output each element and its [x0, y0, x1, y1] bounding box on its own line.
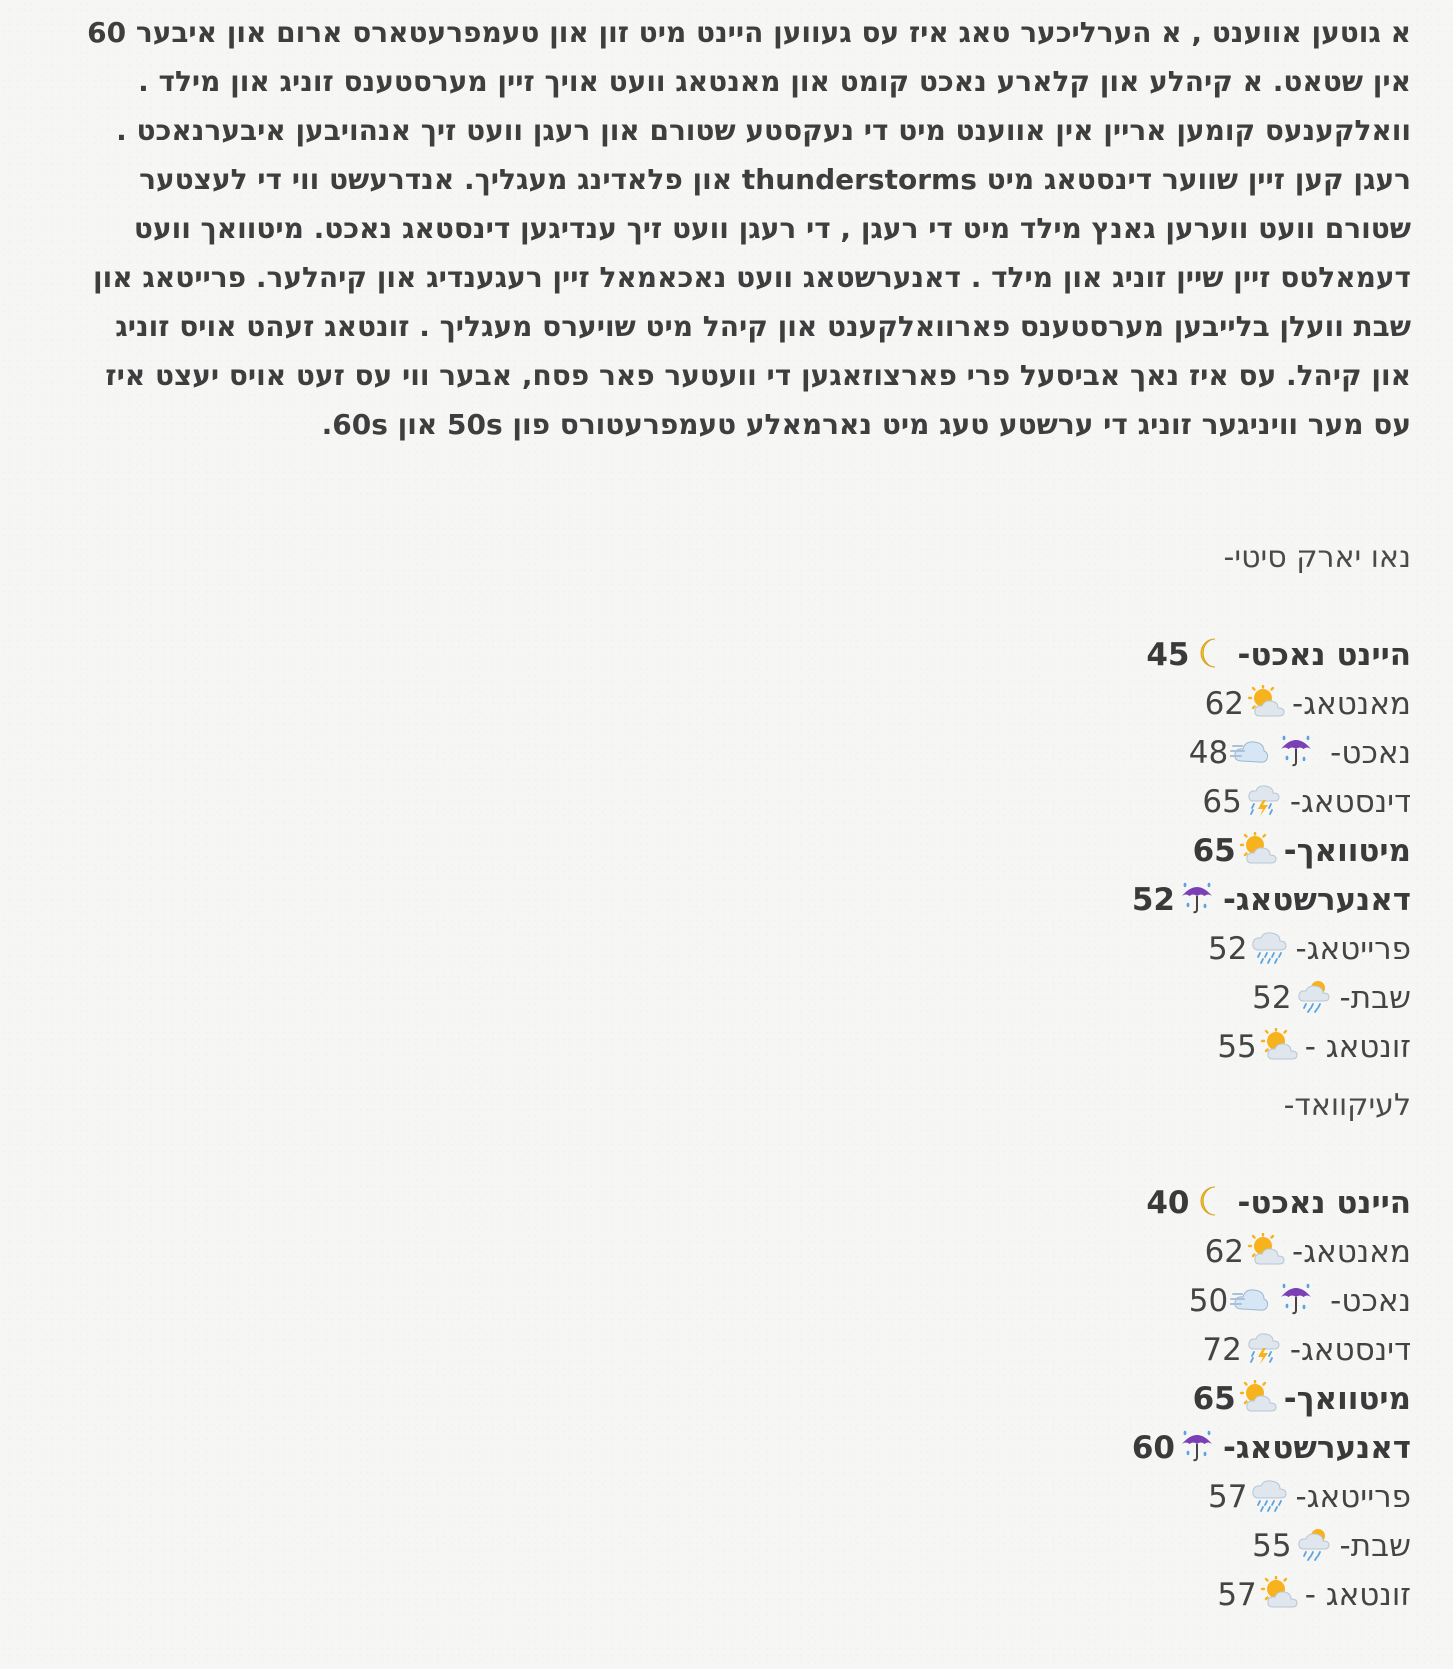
- rain-cloud-icon: [1249, 1478, 1289, 1512]
- sun-behind-cloud-icon: [1238, 832, 1278, 866]
- forecast-row: [711, 1179, 1411, 1228]
- day-label: דאנערשטאג-: [1223, 882, 1411, 918]
- intro-paragraph: א גוטען אווענט , א הערליכער טאג איז עס געווען היינט מיט זון און טעמפרעטארס ארום און איבער 60 אין שטאט. א קיהלע און קלארע נאכט קומט און מאנטאג וועט אויך זיין מערסטענס זוניג און מילד . וואלקענעס קומען אריין אין אווענט מיט די נעקסטע שטורם און רעגן וועט זיך אנהויבען איבערנאכט . רעגן קען זיין שווער דינסטאג מיט thunderstorms און פלאדינג מעגליך. אנדרעשט ווי די לעצטער שטורם וועט ווערען גאנץ מילד מיט די רעגן , די רעגן וועט זיך ענדיגען דינסטאג נאכט. מיטוואך וועט דעמאלטס זיין שיין זוניג און מילד . דאנערשטאג וועט נאכאמאל זיין רעגענדיג און קיהלער. פרייטאג און שבת וועלן בלייבען מערסטענס פארוואלקענט און קיהל מיט שויערס מעגליך . זונטאג זעהט אויס זוניג און קיהל. עס איז נאך אביסעל פרי פארצוזאגען די וועטער פאר פסח, אבער ווי עס זעט אויס יעצט איז עס מער וויניגער זוניג די ערשטע טעג מיט נארמאלע טעמפרעטורס פון 50s און 60s.: [87, 16, 1411, 441]
- sun-rain-cloud-icon: [1294, 1527, 1334, 1561]
- umbrella-rain-icon: [1276, 1282, 1316, 1316]
- forecast-row: [711, 876, 1411, 925]
- crescent-moon-icon: [1191, 1184, 1231, 1218]
- temperature-value: 57: [1217, 1577, 1257, 1613]
- day-label: מאנטאג-: [1292, 1234, 1411, 1270]
- forecast-row: [711, 1326, 1411, 1375]
- day-label: שבת-: [1339, 980, 1411, 1016]
- day-label: דינסטאג-: [1289, 1332, 1411, 1368]
- wind-icon: [1230, 734, 1270, 768]
- day-label: מאנטאג-: [1292, 686, 1411, 722]
- sun-behind-cloud-icon: [1259, 1028, 1299, 1062]
- temperature-value: 40: [1146, 1185, 1190, 1221]
- crescent-moon-icon: [1191, 636, 1231, 670]
- forecast-row: [711, 925, 1411, 974]
- city-heading: נאו יארק סיטי-: [1223, 540, 1411, 575]
- temperature-value: 52: [1252, 980, 1292, 1016]
- day-label: מיטוואך-: [1283, 1381, 1411, 1417]
- day-label: דאנערשטאג-: [1223, 1430, 1411, 1466]
- forecast-row: [711, 974, 1411, 1023]
- sun-behind-cloud-icon: [1259, 1576, 1299, 1610]
- rain-cloud-icon: [1249, 930, 1289, 964]
- sun-behind-cloud-icon: [1246, 1233, 1286, 1267]
- forecast-row: [711, 1473, 1411, 1522]
- forecast-row: [711, 631, 1411, 680]
- day-label: שבת-: [1339, 1528, 1411, 1564]
- forecast-row: [711, 1228, 1411, 1277]
- temperature-value: 50: [1188, 1283, 1229, 1319]
- day-label: זונטאג -: [1304, 1577, 1411, 1613]
- day-label: זונטאג -: [1304, 1029, 1411, 1065]
- sun-behind-cloud-icon: [1246, 685, 1286, 719]
- day-label: מיטוואך-: [1283, 833, 1411, 869]
- forecast-row: [711, 1522, 1411, 1571]
- city-heading: לעיקוואד-: [1283, 1088, 1411, 1123]
- temperature-value: 65: [1202, 784, 1242, 820]
- temperature-value: 48: [1188, 735, 1229, 771]
- section-new-york-city: [711, 535, 1411, 1072]
- temperature-value: 65: [1192, 833, 1236, 869]
- forecast-row: [711, 729, 1411, 778]
- temperature-value: 62: [1204, 1234, 1245, 1270]
- forecast-list: [711, 631, 1411, 1072]
- temperature-value: 52: [1208, 931, 1248, 967]
- sun-rain-cloud-icon: [1294, 979, 1334, 1013]
- day-label: נאכט-: [1330, 735, 1411, 771]
- day-label: דינסטאג-: [1289, 784, 1411, 820]
- forecast-list: [711, 1179, 1411, 1620]
- forecast-row: [711, 1424, 1411, 1473]
- day-label: נאכט-: [1330, 1283, 1411, 1319]
- thunder-rain-icon: [1244, 783, 1284, 817]
- temperature-value: 72: [1202, 1332, 1242, 1368]
- temperature-value: 55: [1252, 1528, 1292, 1564]
- wind-icon: [1230, 1282, 1270, 1316]
- sun-behind-cloud-icon: [1238, 1380, 1278, 1414]
- section-lakewood: [711, 1083, 1411, 1620]
- day-label: פרייטאג-: [1295, 931, 1411, 967]
- day-label: פרייטאג-: [1295, 1479, 1411, 1515]
- day-label: היינט נאכט-: [1237, 1185, 1411, 1221]
- forecast-row: [711, 1023, 1411, 1072]
- temperature-value: 65: [1192, 1381, 1236, 1417]
- umbrella-rain-icon: [1177, 1429, 1217, 1463]
- temperature-value: 55: [1217, 1029, 1257, 1065]
- umbrella-rain-icon: [1177, 881, 1217, 915]
- temperature-value: 62: [1204, 686, 1245, 722]
- forecast-row: [711, 1375, 1411, 1424]
- forecast-row: [711, 778, 1411, 827]
- day-label: היינט נאכט-: [1237, 637, 1411, 673]
- forecast-row: [711, 680, 1411, 729]
- thunder-rain-icon: [1244, 1331, 1284, 1365]
- umbrella-rain-icon: [1276, 734, 1316, 768]
- forecast-row: [711, 1571, 1411, 1620]
- forecast-row: [711, 827, 1411, 876]
- temperature-value: 57: [1208, 1479, 1248, 1515]
- temperature-value: 60: [1131, 1430, 1175, 1466]
- temperature-value: 52: [1131, 882, 1175, 918]
- temperature-value: 45: [1146, 637, 1190, 673]
- forecast-row: [711, 1277, 1411, 1326]
